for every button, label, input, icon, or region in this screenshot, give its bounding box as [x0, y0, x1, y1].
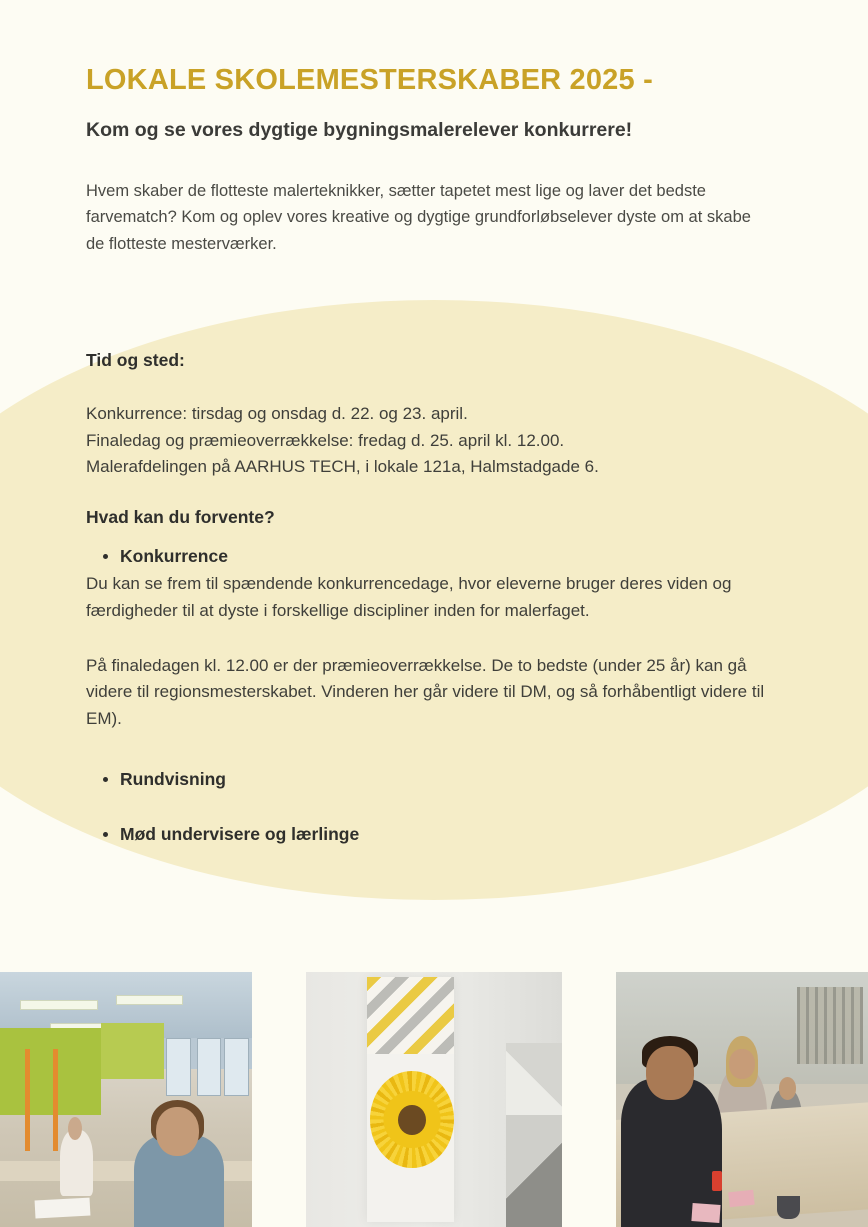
photo-workshop-room — [0, 972, 252, 1227]
bullet-label: Konkurrence — [120, 546, 228, 567]
detail-line: Konkurrence: tirsdag og onsdag d. 22. og 23. april. — [86, 403, 468, 423]
list-item — [120, 822, 782, 847]
bullet-paragraph: På finaledagen kl. 12.00 er der præmieoverrækkelse. De to bedste (under 25 år) kan gå videre til regionsmesterskabet. Vinderen her går videre til DM, og så forhåbentligt videre til EM). — [86, 655, 765, 729]
page-subtitle: Kom og se vores dygtige bygningsmalerelever konkurrere! — [86, 119, 633, 142]
detail-line: Malerafdelingen på AARHUS TECH, i lokale 121a, Halmstadgade 6. — [86, 457, 599, 477]
photo-sunflower-wall — [306, 972, 562, 1227]
photo-strip — [0, 972, 868, 1227]
list-item — [120, 544, 782, 569]
bullet-paragraph: Du kan se frem til spændende konkurrencedage, hvor eleverne bruger deres viden og færdigheder til at dyste i forskellige discipliner inden for malerfaget. — [86, 573, 732, 620]
bullet-label: Mød undervisere og lærlinge — [120, 823, 360, 844]
bullet-list-konkurrence — [86, 544, 782, 569]
detail-lines — [86, 401, 782, 482]
section-heading-hvad-kan-du-forvente: Hvad kan du forvente? — [86, 507, 275, 528]
intro-paragraph: Hvem skaber de flotteste malerteknikker, sætter tapetet mest lige og laver det bedste farvematch? Kom og oplev vores kreative og dygtige grundforløbselever dyste om at skabe de flotteste mesterværker. — [86, 181, 751, 254]
bullet-list-rundvisning — [86, 767, 782, 792]
bullet-list-moed-undervisere — [86, 822, 782, 847]
section-heading-tid-og-sted: Tid og sted: — [86, 349, 185, 370]
photo-students-table — [616, 972, 868, 1227]
page-title: LOKALE SKOLEMESTERSKABER 2025 - — [86, 64, 653, 96]
detail-line: Finaledag og præmieoverrækkelse: fredag d. 25. april kl. 12.00. — [86, 430, 565, 450]
bullet-label: Rundvisning — [120, 769, 226, 790]
list-item — [120, 767, 782, 792]
